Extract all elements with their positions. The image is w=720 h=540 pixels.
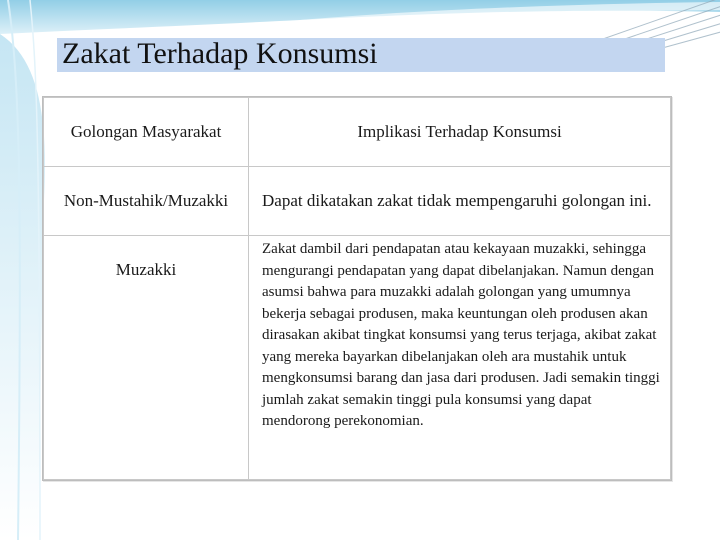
row-implication-cell: Dapat dikatakan zakat tidak mempengaruhi golongan ini. (249, 167, 671, 236)
table (43, 97, 671, 480)
table-row (44, 167, 671, 236)
header-implikasi: Implikasi Terhadap Konsumsi (249, 98, 671, 167)
row-group-cell: Non-Mustahik/Muzakki (44, 167, 249, 236)
row-implication-cell: Zakat dambil dari pendapatan atau kekayaan muzakki, sehingga mengurangi pendapatan yang dapat dibelanjakan. Namun dengan asumsi bahwa para muzakki adalah golongan yang umumnya bekerja sebagai produsen, maka keuntungan oleh produsen akan dirasakan akibat tingkat konsumsi yang terus terjaga, akibat zakat yang mereka bayarkan dibelanjakan oleh ara mustahik untuk mengkonsumsi barang dan jasa dari produsen. Jadi semakin tinggi jumlah zakat semakin tinggi pula konsumsi yang dapat mendorong perekonomian. (249, 236, 671, 480)
implication-table (42, 96, 672, 481)
slide-title: Zakat Terhadap Konsumsi (62, 37, 378, 70)
header-golongan: Golongan Masyarakat (44, 98, 249, 167)
table-row (44, 236, 671, 480)
table-header-row (44, 98, 671, 167)
row-group-cell: Muzakki (44, 236, 249, 480)
